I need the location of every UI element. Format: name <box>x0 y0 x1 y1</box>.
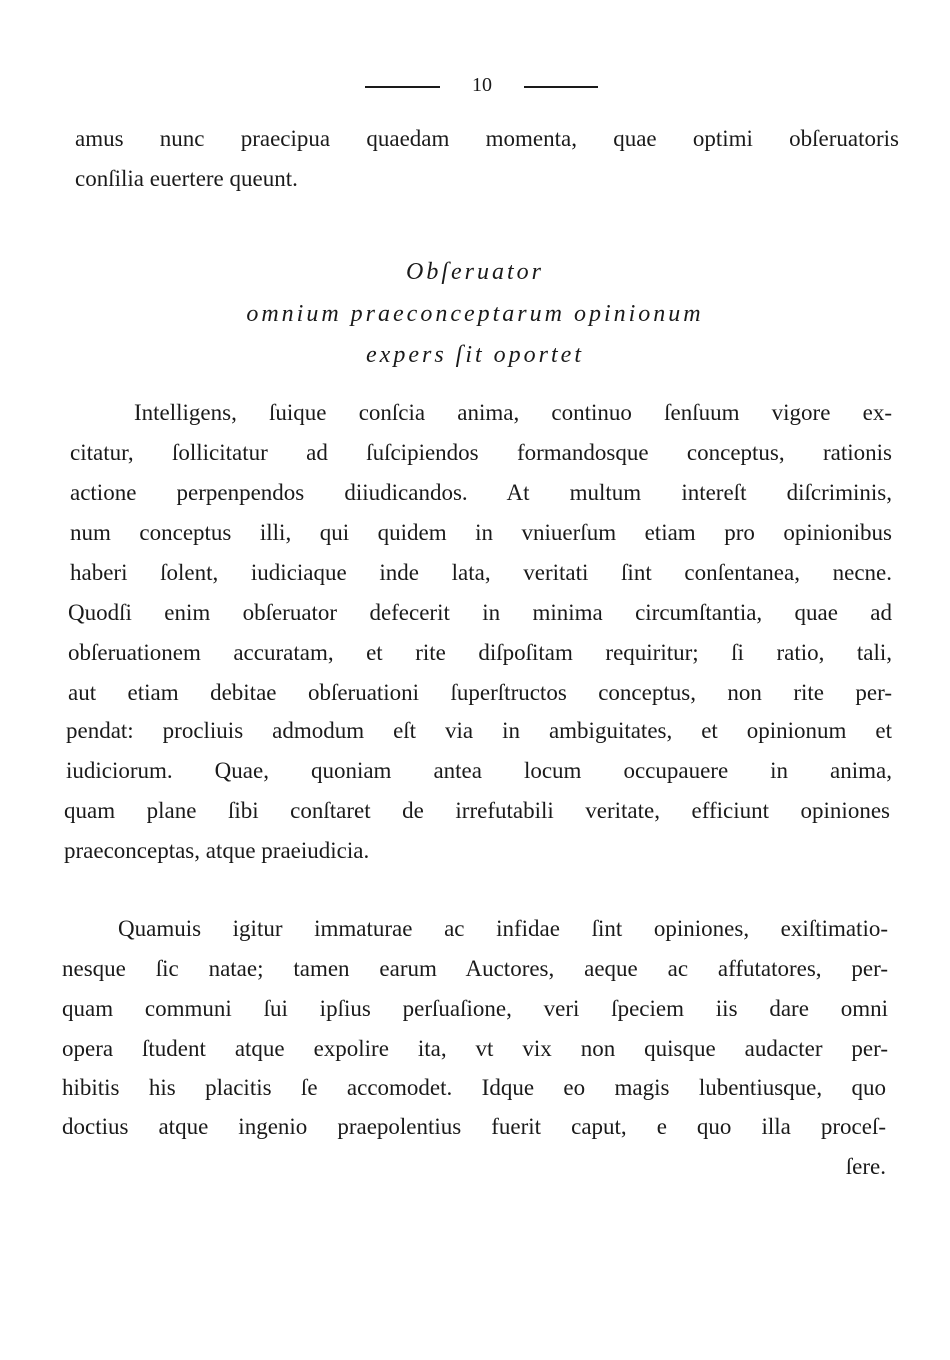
paragraph-2-line: doctius atque ingenio praepolentius fuerit caput, e quo illa proceſ- <box>62 1114 886 1139</box>
paragraph-2-line: hibitis his placitis ſe accomodet. Idque eo magis lubentiusque, quo <box>62 1075 886 1100</box>
header-rule-left <box>365 86 440 88</box>
paragraph-2-line: ſere. <box>845 1154 886 1179</box>
paragraph-1-line: citatur, ſollicitatur ad ſuſcipiendos formandosque conceptus, rationis <box>70 440 892 465</box>
header-rule-right <box>524 86 598 88</box>
paragraph-1-line: pendat: procliuis admodum eſt via in ambiguitates, et opinionum et <box>66 718 892 743</box>
paragraph-1-line: obſeruationem accuratam, et rite diſpoſitam requiritur; ſi ratio, tali, <box>68 640 892 665</box>
paragraph-1-line: quam plane ſibi conſtaret de irrefutabili veritate, efficiunt opiniones <box>64 798 890 823</box>
paragraph-1-line: num conceptus illi, qui quidem in vniuerſum etiam pro opinionibus <box>70 520 892 545</box>
page-number: 10 <box>472 74 492 96</box>
page-header <box>0 70 950 100</box>
section-heading-line: expers ſit oportet <box>366 342 584 368</box>
paragraph-1-line: iudiciorum. Quae, quoniam antea locum occupauere in anima, <box>66 758 892 783</box>
paragraph-1-line: haberi ſolent, iudiciaque inde lata, veritati ſint conſentanea, necne. <box>70 560 892 585</box>
paragraph-1-line: actione perpenpendos diiudicandos. At multum intereſt diſcriminis, <box>70 480 892 505</box>
paragraph-2-line: nesque ſic natae; tamen earum Auctores, aeque ac affutatores, per- <box>62 956 888 981</box>
section-heading-line: omnium praeconceptarum opinionum <box>246 301 704 327</box>
paragraph-2-line: Quamuis igitur immaturae ac infidae ſint opiniones, exiſtimatio- <box>118 916 888 941</box>
paragraph-2-line: opera ſtudent atque expolire ita, vt vix non quisque audacter per- <box>62 1036 888 1061</box>
paragraph-1-line: praeconceptas, atque praeiudicia. <box>64 838 370 863</box>
intro-line: amus nunc praecipua quaedam momenta, quae optimi obſeruatoris <box>75 126 899 151</box>
section-heading-line: Obſeruator <box>406 259 544 285</box>
paragraph-2-line: quam communi ſui ipſius perſuaſione, veri ſpeciem iis dare omni <box>62 996 888 1021</box>
paragraph-1-line: Intelligens, ſuique conſcia anima, continuo ſenſuum vigore ex- <box>134 400 892 425</box>
paragraph-1-line: Quodſi enim obſeruator defecerit in minima circumſtantia, quae ad <box>68 600 892 625</box>
intro-line: conſilia euertere queunt. <box>75 166 298 191</box>
paragraph-1-line: aut etiam debitae obſeruationi ſuperſtructos conceptus, non rite per- <box>68 680 892 705</box>
